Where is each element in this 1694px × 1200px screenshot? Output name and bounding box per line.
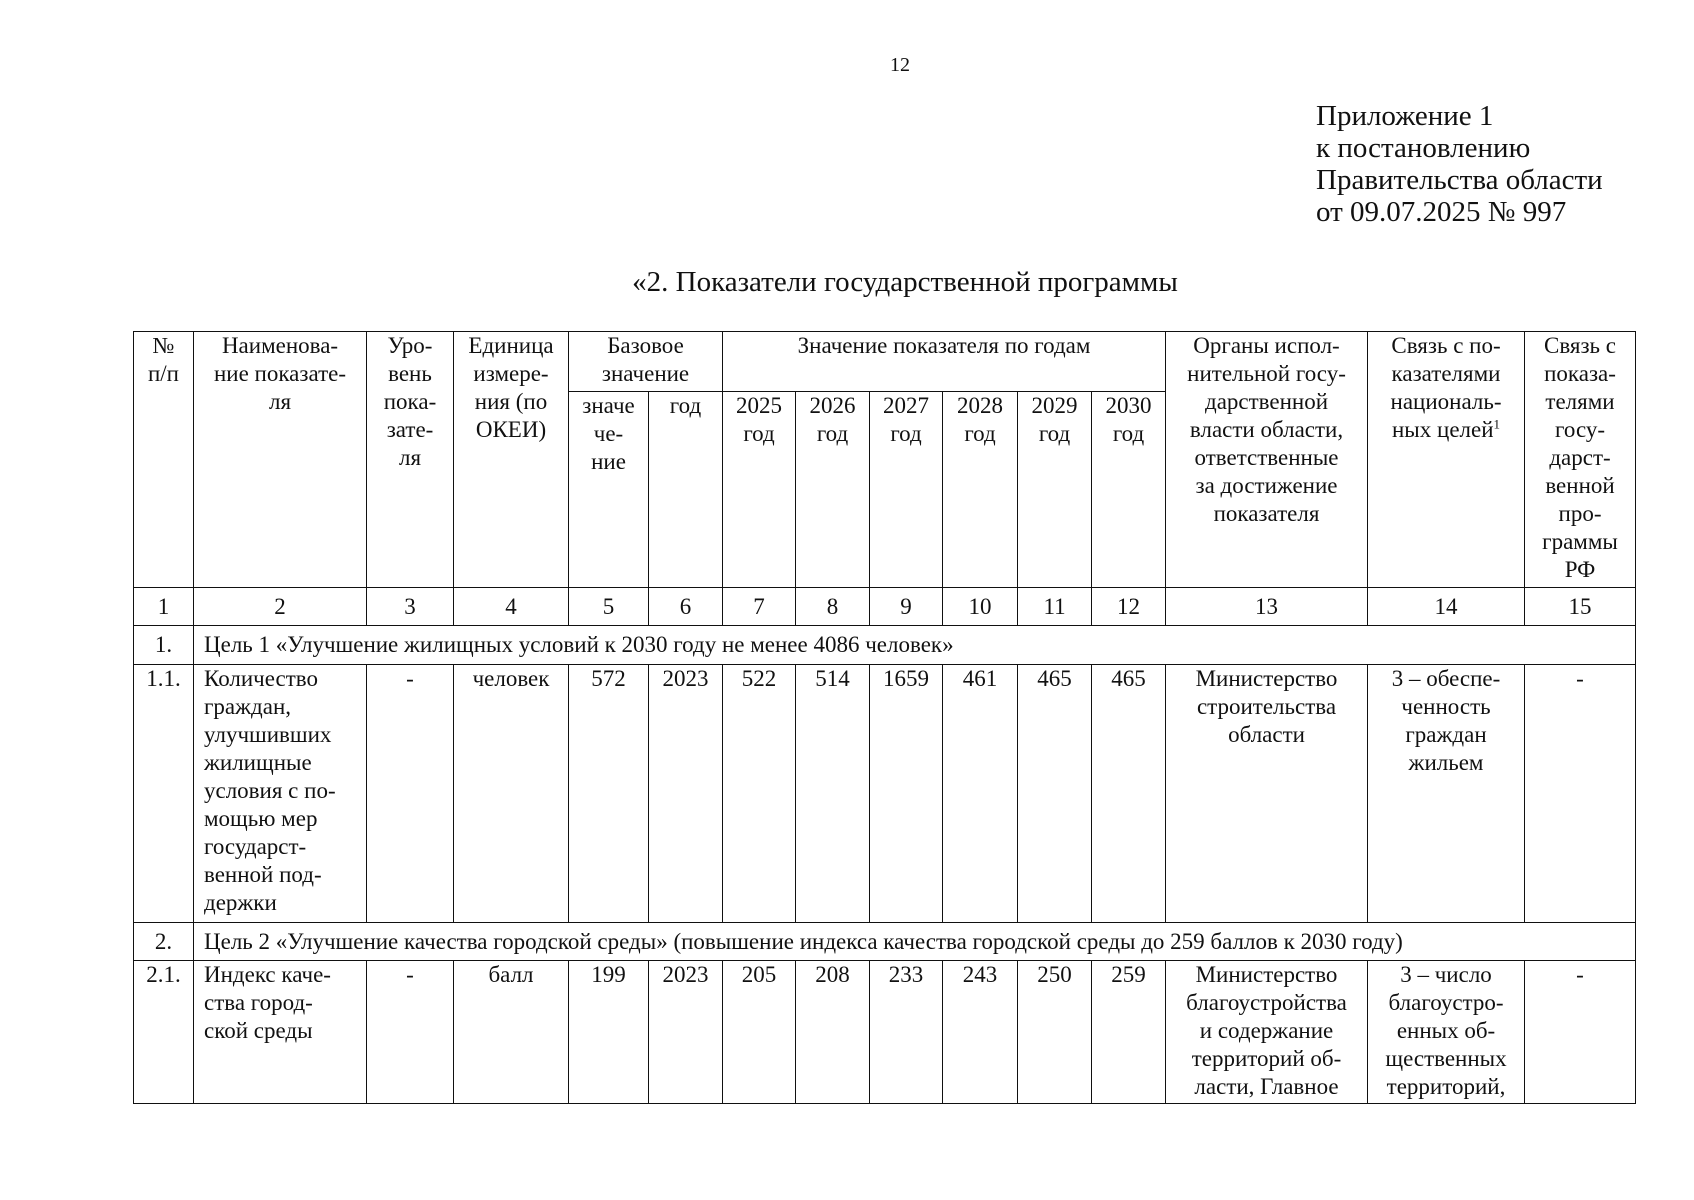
goal-number: 2.: [134, 923, 194, 961]
year-value: 205: [723, 961, 796, 1104]
header-by-years: Значение показателя по годам: [723, 332, 1166, 392]
base-value: 572: [569, 665, 649, 923]
column-number: 10: [943, 588, 1018, 626]
column-number: 1: [134, 588, 194, 626]
goal-number: 1.: [134, 626, 194, 665]
goal-text: Цель 1 «Улучшение жилищных условий к 2030 году не менее 4086 человек»: [194, 626, 1636, 665]
header-year: 2028 год: [943, 392, 1018, 588]
footnote-mark: 1: [1493, 416, 1501, 432]
goal-row: [134, 626, 1636, 665]
row-number: 1.1.: [134, 665, 194, 923]
year-value: 250: [1018, 961, 1092, 1104]
year-value: 465: [1092, 665, 1166, 923]
year-value: 1659: [870, 665, 943, 923]
year-value: 461: [943, 665, 1018, 923]
year-value: 465: [1018, 665, 1092, 923]
header-year: 2029 год: [1018, 392, 1092, 588]
column-number: 13: [1166, 588, 1368, 626]
year-value: 522: [723, 665, 796, 923]
indicator-level: -: [367, 665, 454, 923]
header-num: № п/п: [134, 332, 194, 588]
indicator-unit: человек: [454, 665, 569, 923]
year-value: 208: [796, 961, 870, 1104]
header-rf-link: Связь с показа- телями госу- дарст- венной про- граммы РФ: [1525, 332, 1636, 588]
year-value: 233: [870, 961, 943, 1104]
row-number: 2.1.: [134, 961, 194, 1104]
column-number: 2: [194, 588, 367, 626]
year-value: 243: [943, 961, 1018, 1104]
responsible-bodies: Министерство строительства области: [1166, 665, 1368, 923]
indicator-unit: балл: [454, 961, 569, 1104]
header-national-link: [1368, 332, 1525, 588]
indicator-name: Количество граждан, улучшивших жилищные условия с по- мощью мер государст- венной под- держки: [194, 665, 367, 923]
column-number: 6: [649, 588, 723, 626]
appendix-line: к постановлению: [1316, 132, 1531, 164]
base-value: 199: [569, 961, 649, 1104]
column-numbers-row: [134, 588, 1636, 626]
base-year: 2023: [649, 665, 723, 923]
column-number: 12: [1092, 588, 1166, 626]
column-number: 5: [569, 588, 649, 626]
indicator-level: -: [367, 961, 454, 1104]
national-link: 3 – число благоустро- енных об- щественных территорий,: [1368, 961, 1525, 1104]
header-base-year: год: [649, 392, 723, 588]
indicator-row: [134, 665, 1636, 923]
column-number: 3: [367, 588, 454, 626]
header-name: Наименова- ние показате- ля: [194, 332, 367, 588]
header-level: Уро- вень пока- зате- ля: [367, 332, 454, 588]
indicators-table: [133, 331, 1636, 1104]
header-national-link-text: Связь с по- казателями националь- ных целей: [1390, 333, 1502, 442]
header-bodies: Органы испол- нительной госу- дарственной власти области, ответственные за достижение показателя: [1166, 332, 1368, 588]
header-year: 2030 год: [1092, 392, 1166, 588]
indicator-row: [134, 961, 1636, 1104]
rf-link: -: [1525, 665, 1636, 923]
year-value: 259: [1092, 961, 1166, 1104]
appendix-line: Приложение 1: [1316, 100, 1494, 132]
header-year: 2025 год: [723, 392, 796, 588]
header-unit: Единица измере- ния (по ОКЕИ): [454, 332, 569, 588]
header-base-value: значе че- ние: [569, 392, 649, 588]
column-number: 15: [1525, 588, 1636, 626]
header-year: 2026 год: [796, 392, 870, 588]
column-number: 4: [454, 588, 569, 626]
column-number: 7: [723, 588, 796, 626]
header-row: [134, 332, 1636, 392]
indicator-name: Индекс каче- ства город- ской среды: [194, 961, 367, 1104]
page-number: 12: [890, 54, 910, 76]
rf-link: -: [1525, 961, 1636, 1104]
column-number: 11: [1018, 588, 1092, 626]
base-year: 2023: [649, 961, 723, 1104]
appendix-block: [1316, 100, 1603, 228]
column-number: 8: [796, 588, 870, 626]
goal-row: [134, 923, 1636, 961]
header-base: Базовое значение: [569, 332, 723, 392]
appendix-line: Правительства области: [1316, 164, 1603, 196]
header-year: 2027 год: [870, 392, 943, 588]
section-title: «2. Показатели государственной программы: [632, 266, 1178, 298]
goal-text: Цель 2 «Улучшение качества городской среды» (повышение индекса качества городской среды до 259 баллов к 2030 году): [194, 923, 1636, 961]
column-number: 9: [870, 588, 943, 626]
responsible-bodies: Министерство благоустройства и содержание территорий об- ласти, Главное: [1166, 961, 1368, 1104]
appendix-line: от 09.07.2025 № 997: [1316, 196, 1567, 228]
year-value: 514: [796, 665, 870, 923]
national-link: 3 – обеспе- ченность граждан жильем: [1368, 665, 1525, 923]
column-number: 14: [1368, 588, 1525, 626]
